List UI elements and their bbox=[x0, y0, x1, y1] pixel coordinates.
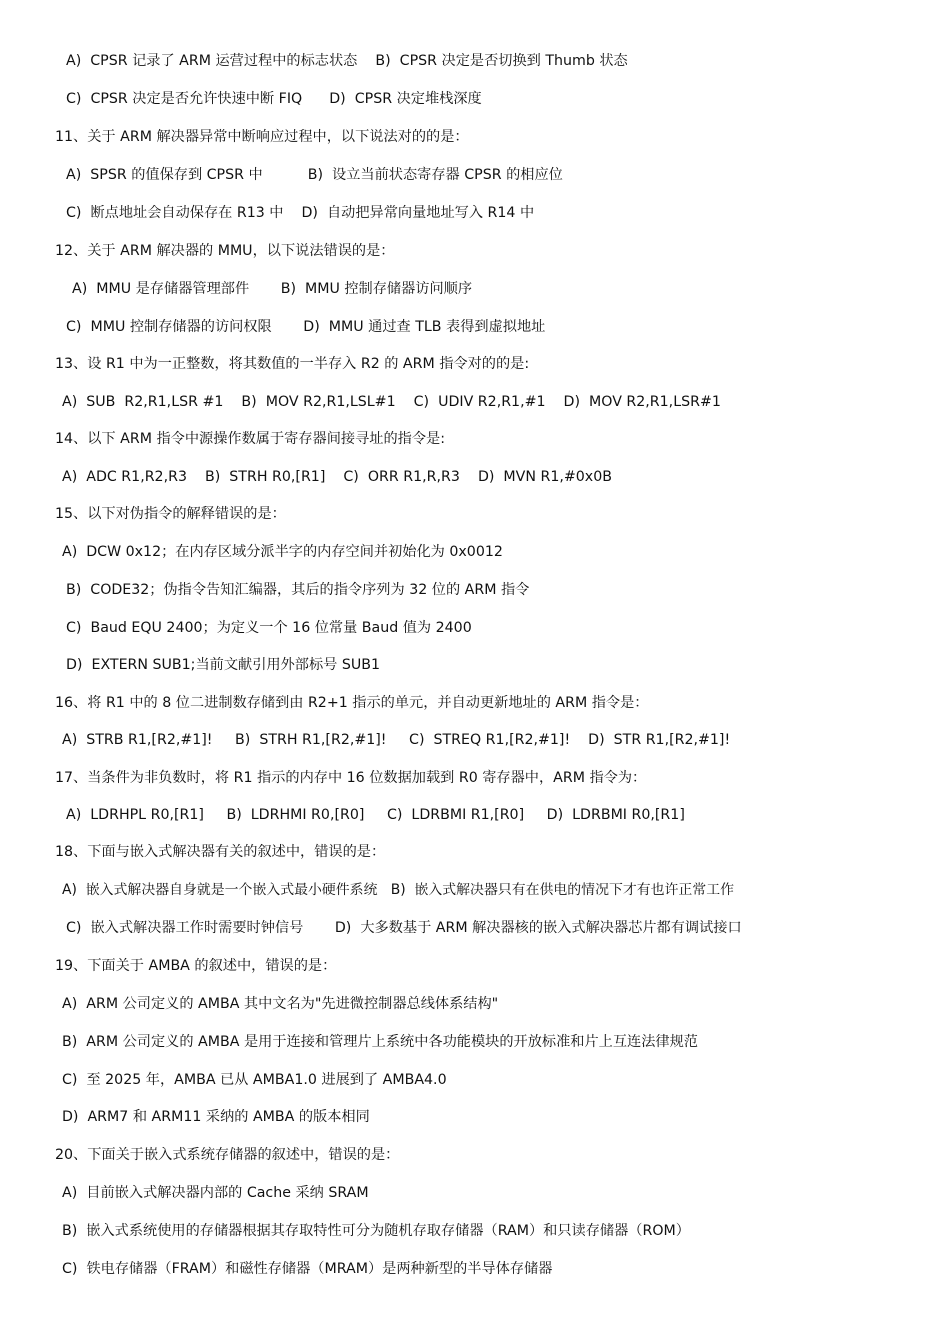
option-line: C) 断点地址会自动保存在 R13 中 D) 自动把异常向量地址写入 R14 中 bbox=[66, 205, 535, 221]
question-line: 17、当条件为非负数时，将 R1 指示的内存中 16 位数据加载到 R0 寄存器中，ARM 指令为： bbox=[55, 770, 647, 786]
question-line: 20、下面关于嵌入式系统存储器的叙述中，错误的是： bbox=[55, 1147, 400, 1163]
option-line: A) SPSR 的值保存到 CPSR 中 B) 设立当前状态寄存器 CPSR 的相应位 bbox=[66, 167, 563, 183]
question-line: 19、下面关于 AMBA 的叙述中，错误的是： bbox=[55, 958, 337, 974]
option-line: B) ARM 公司定义的 AMBA 是用于连接和管理片上系统中各功能模块的开放标准和片上互连法律规范 bbox=[62, 1034, 698, 1050]
option-line: C) CPSR 决定是否允许快速中断 FIQ D) CPSR 决定堆栈深度 bbox=[66, 91, 482, 107]
option-line: A) DCW 0x12；在内存区域分派半字的内存空间并初始化为 0x0012 bbox=[62, 544, 503, 560]
question-line: 13、设 R1 中为一正整数，将其数值的一半存入 R2 的 ARM 指令对的的是: bbox=[55, 356, 530, 372]
option-line: B) 嵌入式系统使用的存储器根据其存取特性可分为随机存取存储器（RAM）和只读存储器（ROM） bbox=[62, 1223, 690, 1239]
question-line: 18、下面与嵌入式解决器有关的叙述中，错误的是： bbox=[55, 844, 386, 860]
option-line: A) SUB R2,R1,LSR #1 B) MOV R2,R1,LSL#1 C) UDIV R2,R1,#1 D) MOV R2,R1,LSR#1 bbox=[62, 394, 721, 410]
option-line: A) ARM 公司定义的 AMBA 其中文名为"先进微控制器总线体系结构" bbox=[62, 996, 499, 1012]
question-line: 12、关于 ARM 解决器的 MMU，以下说法错误的是： bbox=[55, 243, 395, 259]
option-line: B) CODE32；伪指令告知汇编器，其后的指令序列为 32 位的 ARM 指令 bbox=[66, 582, 530, 598]
option-line: C) MMU 控制存储器的访问权限 D) MMU 通过查 TLB 表得到虚拟地址 bbox=[66, 319, 546, 335]
option-line: A) CPSR 记录了 ARM 运营过程中的标志状态 B) CPSR 决定是否切换到 Thumb 状态 bbox=[66, 53, 628, 69]
option-line: A) 目前嵌入式解决器内部的 Cache 采纳 SRAM bbox=[62, 1185, 369, 1201]
question-line: 15、以下对伪指令的解释错误的是： bbox=[55, 506, 286, 522]
option-line: A) ADC R1,R2,R3 B) STRH R0,[R1] C) ORR R1,R,R3 D) MVN R1,#0x0B bbox=[62, 469, 612, 485]
question-line: 11、关于 ARM 解决器异常中断响应过程中，以下说法对的的是： bbox=[55, 129, 469, 145]
option-line: C) Baud EQU 2400；为定义一个 16 位常量 Baud 值为 2400 bbox=[66, 620, 472, 636]
option-line: A) STRB R1,[R2,#1]! B) STRH R1,[R2,#1]! C) STREQ R1,[R2,#1]! D) STR R1,[R2,#1]! bbox=[62, 732, 731, 748]
option-line: C) 嵌入式解决器工作时需要时钟信号 D) 大多数基于 ARM 解决器核的嵌入式解决器芯片都有调试接口 bbox=[66, 920, 742, 936]
question-line: 14、以下 ARM 指令中源操作数属于寄存器间接寻址的指令是: bbox=[55, 431, 445, 447]
question-line: 16、将 R1 中的 8 位二进制数存储到由 R2+1 指示的单元，并自动更新地址的 ARM 指令是： bbox=[55, 695, 649, 711]
option-line: A) MMU 是存储器管理部件 B) MMU 控制存储器访问顺序 bbox=[72, 281, 473, 297]
option-line: D) ARM7 和 ARM11 采纳的 AMBA 的版本相同 bbox=[62, 1109, 370, 1125]
option-line: D) EXTERN SUB1;当前文献引用外部标号 SUB1 bbox=[66, 657, 380, 673]
option-line: C) 铁电存储器（FRAM）和磁性存储器（MRAM）是两种新型的半导体存储器 bbox=[62, 1261, 553, 1277]
option-line: C) 至 2025 年，AMBA 已从 AMBA1.0 进展到了 AMBA4.0 bbox=[62, 1072, 447, 1088]
option-line: A) 嵌入式解决器自身就是一个嵌入式最小硬件系统 B) 嵌入式解决器只有在供电的情况下才有也许正常工作 bbox=[62, 882, 734, 898]
option-line: A) LDRHPL R0,[R1] B) LDRHMI R0,[R0] C) LDRBMI R1,[R0] D) LDRBMI R0,[R1] bbox=[66, 807, 685, 823]
